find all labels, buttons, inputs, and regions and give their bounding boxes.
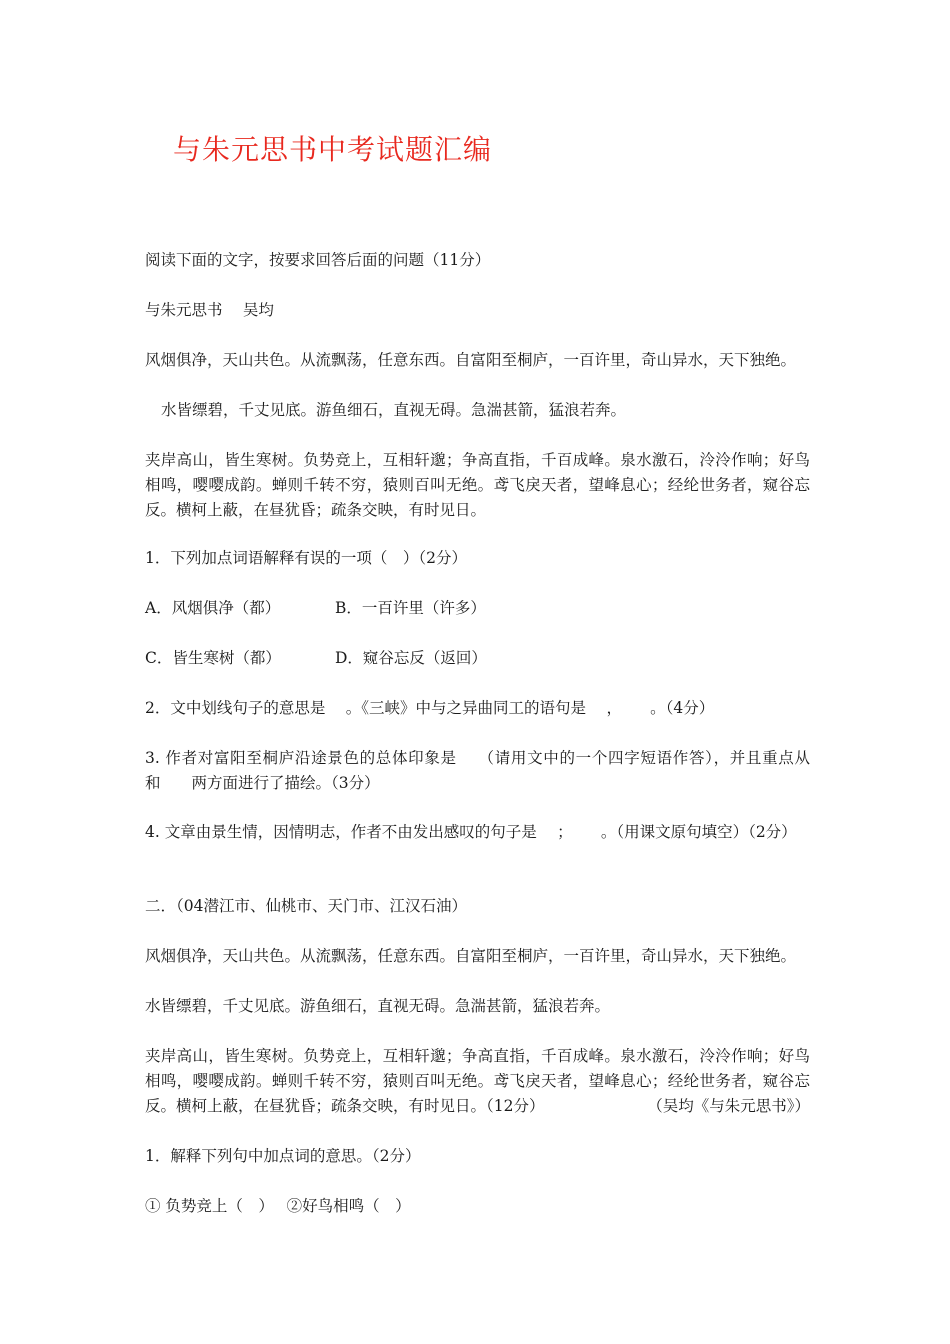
option-c: C．皆生寒树（都）: [145, 649, 281, 667]
section2-paragraph-3: [145, 1044, 810, 1119]
section1-paragraph-2: 水皆缥碧，千丈见底。游鱼细石，直视无碍。急湍甚箭，猛浪若奔。: [161, 401, 627, 419]
section1-question-4: 4. 文章由景生情，因情明志，作者不由发出感叹的句子是 ； 。（用课文原句填空）（2分）: [145, 823, 797, 841]
section2-question-1: 1．解释下列句中加点词的意思。（2分）: [145, 1147, 421, 1165]
section1-intro: 阅读下面的文字，按要求回答后面的问题（11分）: [145, 251, 491, 269]
document-title: 与朱元思书中考试题汇编: [172, 133, 492, 166]
section1-question-2: 2．文中划线句子的意思是 。《三峡》中与之异曲同工的语句是 ， 。（4分）: [145, 699, 715, 717]
section1-paragraph-1: 风烟俱净，天山共色。从流飘荡，任意东西。自富阳至桐庐，一百许里，奇山异水，天下独绝。: [145, 351, 797, 369]
option-d: D．窥谷忘反（返回）: [335, 649, 487, 667]
section1-question-1: 1．下列加点词语解释有误的一项（ ）（2分）: [145, 549, 467, 567]
option-b: B．一百许里（许多）: [335, 599, 486, 617]
section2-source-citation: （吴均《与朱元思书》）: [647, 1097, 810, 1115]
section1-question-3: 3. 作者对富阳至桐庐沿途景色的总体印象是 （请用文中的一个四字短语作答），并且重点从 和 两方面进行了描绘。（3分）: [145, 749, 842, 792]
section1-question-1-options-cd: [145, 646, 810, 671]
section1-work-title: 与朱元思书 吴均: [145, 301, 274, 319]
section1-paragraph-3: 夹岸高山，皆生寒树。负势竞上，互相轩邈；争高直指，千百成峰。泉水激石，泠泠作响；好鸟相鸣，嘤嘤成韵。蝉则千转不穷，猿则百叫无绝。鸢飞戾天者，望峰息心；经纶世务者，窥谷忘反。横柯上蔽，在昼犹昏；疏条交映，有时见日。: [145, 451, 810, 519]
section1-question-1-options-ab: [145, 596, 810, 621]
section2-paragraph-3-text: 夹岸高山，皆生寒树。负势竞上，互相轩邈；争高直指，千百成峰。泉水激石，泠泠作响；好鸟相鸣，嘤嘤成韵。蝉则千转不穷，猿则百叫无绝。鸢飞戾天者，望峰息心；经纶世务者，窥谷忘反。横柯上蔽，在昼犹昏；疏条交映，有时见日。（12分）: [145, 1047, 810, 1115]
section2-paragraph-1: 风烟俱净，天山共色。从流飘荡，任意东西。自富阳至桐庐，一百许里，奇山异水，天下独绝。: [145, 947, 797, 965]
section2-paragraph-2: 水皆缥碧，千丈见底。游鱼细石，直视无碍。急湍甚箭，猛浪若奔。: [145, 997, 611, 1015]
section2-heading: 二．（04潜江市、仙桃市、天门市、江汉石油）: [145, 897, 467, 915]
option-a: A．风烟俱净（都）: [145, 599, 281, 617]
section2-question-1-items: ① 负势竞上（ ） ②好鸟相鸣（ ）: [145, 1197, 411, 1215]
